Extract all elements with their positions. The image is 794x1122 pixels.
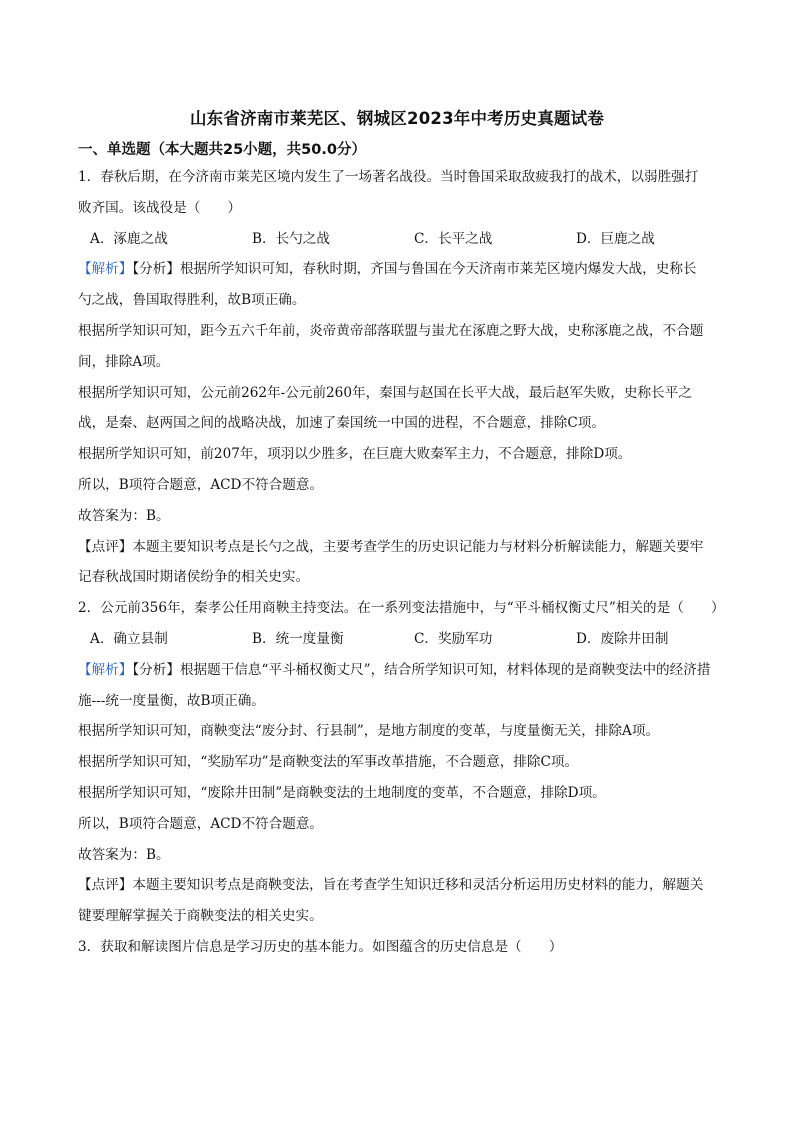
question-stem: 败齐国。该战役是（ ）: [78, 199, 242, 216]
option-a: A．确立县制: [90, 630, 168, 647]
analysis-text: 【分析】根据题干信息“平斗桶权衡丈尺”，结合所学知识可知，材料体现的是商鞅变法中的经济措: [132, 661, 711, 678]
document-body: [78, 162, 756, 963]
comment-line: 键要理解掌握关于商鞅变法的相关史实。: [78, 908, 323, 925]
analysis-line: 根据所学知识可知，“奖励军功”是商鞅变法的军事改革措施，不合题意，排除C项。: [78, 754, 579, 771]
analysis-line: 间，排除A项。: [78, 353, 170, 370]
analysis-line: [78, 655, 756, 686]
question-stem: 1．春秋后期，在今济南市莱芜区境内发生了一场著名战役。当时鲁国采取敌疲我打的战术，以弱胜强打: [78, 169, 699, 185]
analysis-line: 施---统一度量衡，故B项正确。: [78, 692, 265, 709]
jiexi-tag: 【解析】: [78, 261, 133, 278]
analysis-line: 所以，B项符合题意，ACD不符合题意。: [78, 815, 324, 832]
comment-line: 【点评】本题主要知识考点是商鞅变法，旨在考查学生知识迁移和灵活分析运用历史材料的能力，解题关: [78, 877, 704, 894]
analysis-line: 根据所学知识可知，距今五六千年前，炎帝黄帝部落联盟与蚩尤在涿鹿之野大战，史称涿鹿之战，不合题: [78, 322, 704, 339]
option-c: C．奖励军功: [414, 630, 493, 647]
option-d: D．巨鹿之战: [576, 230, 655, 247]
options-row: [78, 224, 756, 255]
analysis-line: 所以，B项符合题意，ACD不符合题意。: [78, 476, 324, 493]
analysis-line: 根据所学知识可知，商鞅变法“废分封、行县制”，是地方制度的变革，与度量衡无关，排除A项。: [78, 723, 660, 740]
question-3: [78, 932, 756, 963]
option-a: A．涿鹿之战: [90, 230, 168, 247]
section-heading: 一、单选题（本大题共25小题，共50.0分）: [78, 142, 366, 158]
page-title: 山东省济南市莱芜区、钢城区2023年中考历史真题试卷: [189, 109, 605, 128]
analysis-line: [78, 254, 756, 285]
analysis-line: 勺之战，鲁国取得胜利，故B项正确。: [78, 292, 306, 309]
options-row: [78, 624, 756, 655]
analysis-line: 战，是秦、赵两国之间的战略决战，加速了秦国统一中国的进程，不合题意，排除C项。: [78, 415, 605, 432]
option-b: B．长勺之战: [252, 230, 330, 247]
option-c: C．长平之战: [414, 230, 493, 247]
comment-line: 【点评】本题主要知识考点是长勺之战，主要考查学生的历史识记能力与材料分析解读能力，解题关要牢: [78, 538, 704, 555]
jiexi-tag: 【解析】: [78, 661, 133, 678]
analysis-text: 【分析】根据所学知识可知，春秋时期，齐国与鲁国在今天济南市莱芜区境内爆发大战，史称长: [132, 261, 697, 278]
question-stem: 3．获取和解读图片信息是学习历史的基本能力。如图蕴含的历史信息是（ ）: [78, 938, 563, 955]
comment-line: 记春秋战国时期诸侯纷争的相关史实。: [78, 569, 310, 586]
analysis-line: 根据所学知识可知，“废除井田制”是商鞅变法的土地制度的变革，不合题意，排除D项。: [78, 784, 606, 801]
question-2: [78, 593, 756, 932]
analysis-line: 根据所学知识可知，公元前262年-公元前260年，秦国与赵国在长平大战，最后赵军失败，史称长平之: [78, 384, 692, 401]
option-d: D．废除井田制: [576, 630, 669, 647]
answer-line: 故答案为：B。: [78, 507, 170, 524]
answer-line: 故答案为：B。: [78, 846, 170, 863]
option-b: B．统一度量衡: [252, 630, 344, 647]
analysis-line: 根据所学知识可知，前207年，项羽以少胜多，在巨鹿大败秦军主力，不合题意，排除D项。: [78, 446, 632, 463]
question-stem: 2．公元前356年，秦孝公任用商鞅主持变法。在一系列变法措施中，与“平斗桶权衡丈尺”相关的是（ ）: [78, 600, 725, 617]
question-1: [78, 162, 756, 593]
